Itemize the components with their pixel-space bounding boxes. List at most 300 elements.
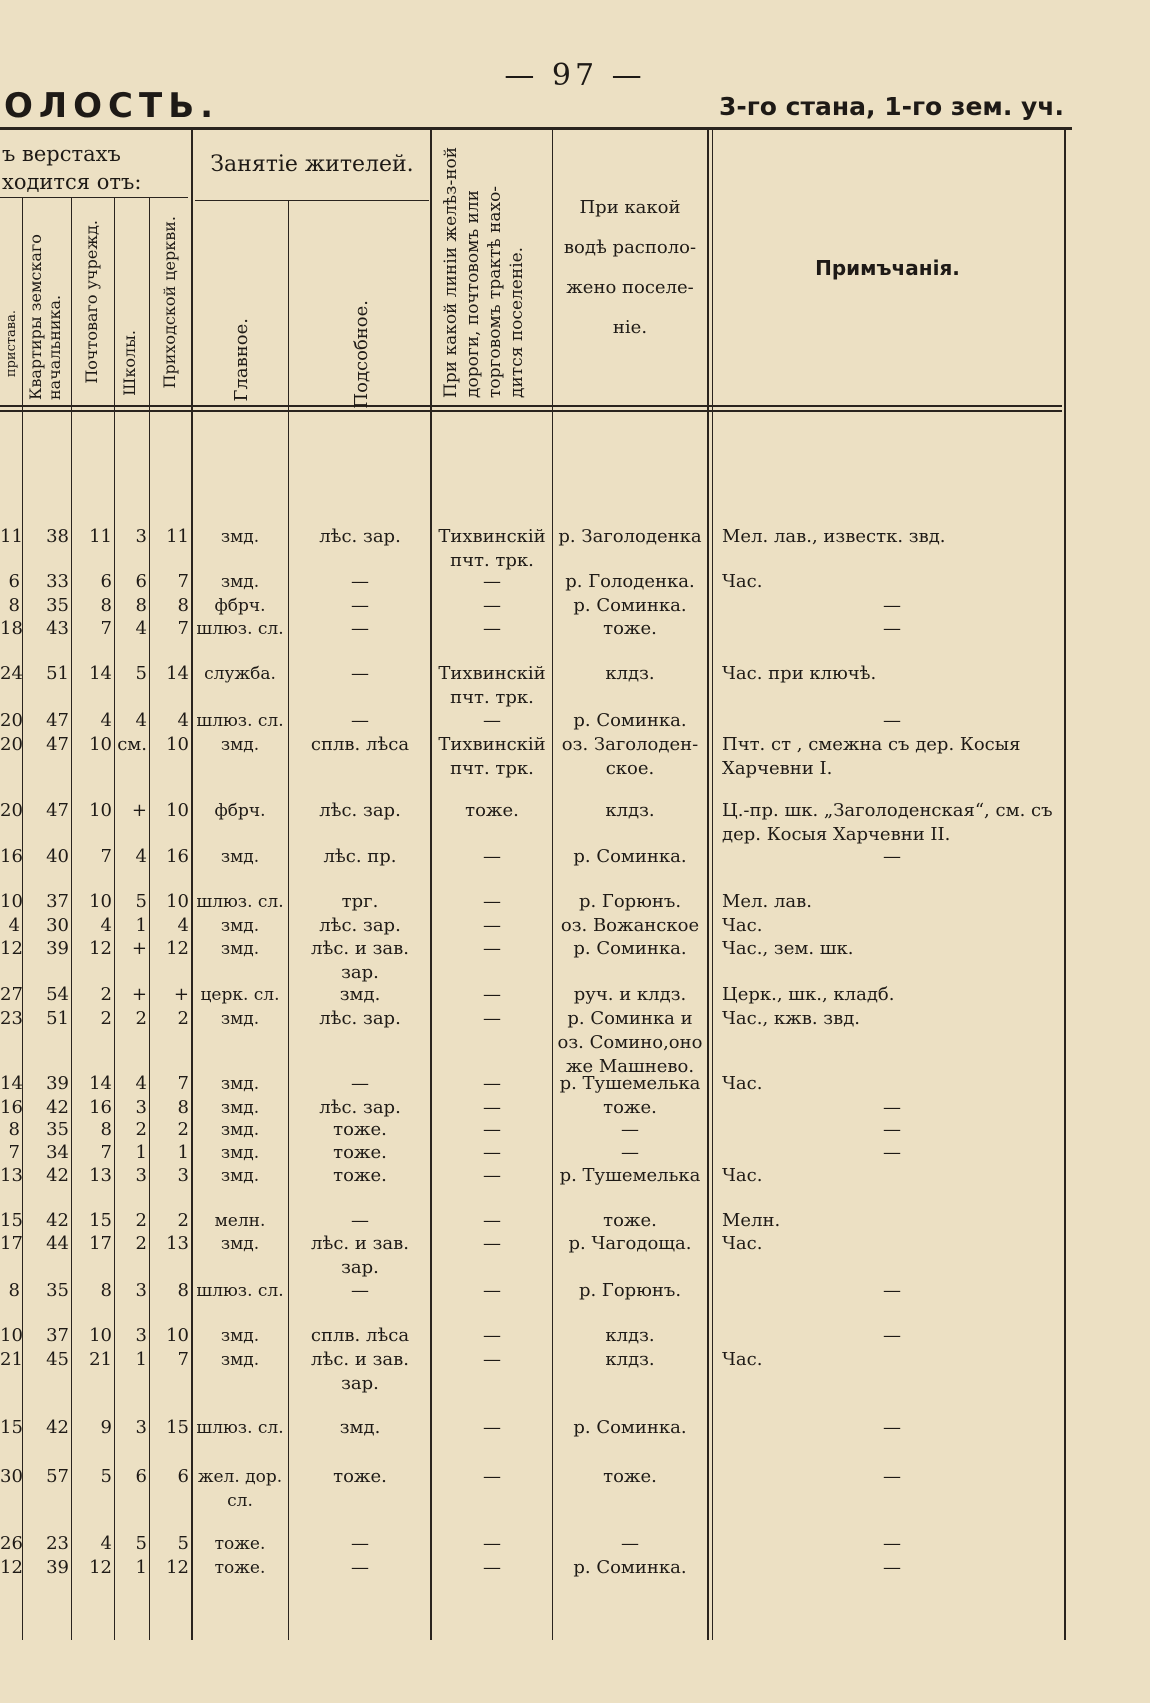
cell-church: 8	[177, 1097, 189, 1118]
cell-main-occupation: змд.	[220, 1143, 260, 1163]
cell-note: Час.	[722, 915, 763, 936]
col-header-main: Главное.	[231, 318, 252, 402]
cell-main-occupation: шлюз. сл.	[196, 892, 284, 912]
cell-post: 21	[89, 1349, 112, 1370]
table-row	[0, 914, 1090, 938]
cell-aux-occupation: тоже.	[333, 1165, 387, 1186]
table-row	[0, 983, 1090, 1007]
cell-post: 10	[89, 891, 112, 912]
cell-note: —	[883, 1097, 901, 1118]
col-header-road: При какой линіи желѣз-ной дороги, почтовомъ или торговомъ трактѣ нахо-дится поселеніе.	[441, 146, 527, 398]
cell-main-occupation: змд.	[220, 847, 260, 867]
cell-water: —	[621, 1119, 639, 1140]
cell-aux-occupation: лѣс. зар.	[319, 1008, 401, 1029]
cell-church: 10	[166, 891, 189, 912]
cell-stan: 21	[0, 1349, 23, 1370]
cell-main-occupation: тоже.	[214, 1558, 266, 1578]
cell-main-occupation: жел. дор. сл.	[197, 1467, 283, 1511]
cell-school: 4	[135, 710, 147, 731]
cell-school: 3	[135, 1165, 147, 1186]
cell-post: 4	[100, 915, 112, 936]
cell-road: —	[483, 1466, 501, 1487]
cell-note: Час.	[722, 1349, 763, 1370]
cell-zemsky: 51	[46, 663, 69, 684]
cell-main-occupation: шлюз. сл.	[196, 1281, 284, 1301]
col-rule	[191, 130, 193, 1640]
table-row	[0, 662, 1090, 708]
cell-post: 10	[89, 734, 112, 755]
cell-post: 16	[89, 1097, 112, 1118]
cell-church: 4	[177, 710, 189, 731]
cell-zemsky: 57	[46, 1466, 69, 1487]
cell-road: —	[483, 984, 501, 1005]
cell-road: —	[483, 1073, 501, 1094]
cell-post: 14	[89, 1073, 112, 1094]
cell-note: —	[883, 1142, 901, 1163]
cell-road: —	[483, 1233, 501, 1254]
cell-zemsky: 34	[46, 1142, 69, 1163]
cell-zemsky: 35	[46, 595, 69, 616]
cell-aux-occupation: трг.	[341, 891, 379, 912]
table-row	[0, 709, 1090, 733]
cell-water: р. Соминка.	[573, 1417, 687, 1438]
cell-post: 15	[89, 1210, 112, 1231]
cell-main-occupation: фбрч.	[214, 801, 266, 821]
cell-water: тоже.	[603, 1097, 657, 1118]
cell-road: —	[483, 1119, 501, 1140]
cell-aux-occupation: лѣс. зар.	[319, 1097, 401, 1118]
cell-zemsky: 35	[46, 1280, 69, 1301]
cell-water: р. Соминка.	[573, 595, 687, 616]
cell-post: 10	[89, 800, 112, 821]
cell-church: 2	[177, 1119, 189, 1140]
cell-note: Ц.-пр. шк. „Заголоденская“, см. съ дер. Косыя Харчевни II.	[722, 800, 1053, 845]
cell-zemsky: 47	[46, 800, 69, 821]
cell-main-occupation: змд.	[220, 1234, 260, 1254]
cell-aux-occupation: лѣс. зар.	[319, 915, 401, 936]
cell-water: оз. Вожанское	[560, 915, 700, 936]
volost-heading: ОЛОСТЬ.	[4, 86, 220, 126]
cell-school: 3	[135, 1417, 147, 1438]
cell-main-occupation: змд.	[220, 572, 260, 592]
cell-note: Мел. лав., известк. звд.	[722, 526, 946, 547]
header-bottom-rule	[0, 405, 1062, 407]
cell-school: см.	[117, 734, 147, 755]
cell-aux-occupation: —	[351, 1210, 369, 1231]
cell-post: 14	[89, 663, 112, 684]
cell-water: р. Тушемелька	[559, 1073, 701, 1094]
cell-note: Час.	[722, 1165, 763, 1186]
cell-church: +	[173, 984, 189, 1005]
cell-main-occupation: шлюз. сл.	[196, 711, 284, 731]
cell-post: 10	[89, 1325, 112, 1346]
table-row	[0, 594, 1090, 618]
cell-aux-occupation: —	[351, 663, 369, 684]
cell-note: Церк., шк., кладб.	[722, 984, 895, 1005]
cell-zemsky: 39	[46, 1557, 69, 1578]
cell-zemsky: 38	[46, 526, 69, 547]
cell-school: 3	[135, 526, 147, 547]
table-row	[0, 1324, 1090, 1348]
cell-school: 6	[135, 571, 147, 592]
cell-stan: 20	[0, 800, 23, 821]
col-header-post: Почтоваго учрежд.	[82, 220, 101, 384]
cell-post: 8	[100, 1280, 112, 1301]
cell-stan: 8	[8, 595, 20, 616]
cell-road: —	[483, 915, 501, 936]
cell-school: 5	[135, 891, 147, 912]
cell-school: 3	[135, 1280, 147, 1301]
cell-stan: 24	[0, 663, 23, 684]
cell-post: 4	[100, 1533, 112, 1554]
cell-water: клдз.	[605, 663, 655, 684]
cell-church: 12	[166, 938, 189, 959]
distance-group-header: ъ верстахъ ходится отъ:	[2, 142, 142, 194]
cell-school: 1	[135, 1557, 147, 1578]
table-row	[0, 1348, 1090, 1394]
cell-zemsky: 23	[46, 1533, 69, 1554]
cell-church: 5	[177, 1533, 189, 1554]
cell-church: 7	[177, 1349, 189, 1370]
cell-school: 1	[135, 1349, 147, 1370]
cell-church: 15	[166, 1417, 189, 1438]
cell-school: 8	[135, 595, 147, 616]
cell-stan: 17	[0, 1233, 23, 1254]
cell-note: Час. при ключѣ.	[722, 663, 877, 684]
cell-post: 13	[89, 1165, 112, 1186]
table-row	[0, 525, 1090, 571]
cell-water: р. Соминка.	[573, 1557, 687, 1578]
cell-aux-occupation: лѣс. зар.	[319, 526, 401, 547]
cell-stan: 26	[0, 1533, 23, 1554]
cell-main-occupation: фбрч.	[214, 596, 266, 616]
cell-school: +	[131, 984, 147, 1005]
cell-road: —	[483, 1008, 501, 1029]
cell-stan: 8	[8, 1280, 20, 1301]
cell-post: 7	[100, 1142, 112, 1163]
cell-water: р. Соминка.	[573, 938, 687, 959]
cell-road: —	[483, 846, 501, 867]
cell-aux-occupation: —	[351, 1073, 369, 1094]
cell-note: Час., зем. шк.	[722, 938, 854, 959]
cell-church: 1	[177, 1142, 189, 1163]
table-row	[0, 799, 1090, 845]
cell-zemsky: 30	[46, 915, 69, 936]
cell-stan: 15	[0, 1210, 23, 1231]
cell-school: 1	[135, 915, 147, 936]
cell-zemsky: 44	[46, 1233, 69, 1254]
header-bottom-rule-2	[0, 410, 1062, 412]
cell-road: тоже.	[465, 800, 519, 821]
cell-aux-occupation: тоже.	[333, 1466, 387, 1487]
cell-zemsky: 35	[46, 1119, 69, 1140]
cell-note: Час.	[722, 571, 763, 592]
cell-main-occupation: змд.	[220, 1326, 260, 1346]
col-rule	[430, 130, 432, 1640]
table-row	[0, 1556, 1090, 1580]
col-header-aux: Подсобное.	[351, 300, 372, 409]
cell-note: Мел. лав.	[722, 891, 812, 912]
cell-water: оз. Заголоден-ское.	[561, 734, 699, 779]
cell-stan: 13	[0, 1165, 23, 1186]
cell-church: 10	[166, 800, 189, 821]
table-row	[0, 890, 1090, 914]
cell-road: Тихвинскій пчт. трк.	[438, 734, 546, 779]
cell-note: Час.	[722, 1073, 763, 1094]
cell-school: 3	[135, 1325, 147, 1346]
cell-church: 13	[166, 1233, 189, 1254]
cell-school: 2	[135, 1008, 147, 1029]
cell-main-occupation: змд.	[220, 1166, 260, 1186]
cell-road: —	[483, 1097, 501, 1118]
cell-water: клдз.	[605, 800, 655, 821]
cell-aux-occupation: лѣс. и зав. зар.	[311, 938, 409, 983]
cell-water: тоже.	[603, 1210, 657, 1231]
cell-post: 7	[100, 846, 112, 867]
col-rule	[552, 130, 553, 1640]
cell-note: —	[883, 1280, 901, 1301]
cell-main-occupation: змд.	[220, 527, 260, 547]
cell-zemsky: 42	[46, 1165, 69, 1186]
cell-post: 5	[100, 1466, 112, 1487]
cell-main-occupation: змд.	[220, 735, 260, 755]
cell-stan: 12	[0, 1557, 23, 1578]
cell-main-occupation: мелн.	[214, 1211, 266, 1231]
cell-school: 6	[135, 1466, 147, 1487]
cell-water: р. Голоденка.	[565, 571, 695, 592]
cell-stan: 14	[0, 1073, 23, 1094]
cell-road: —	[483, 1165, 501, 1186]
cell-post: 2	[100, 1008, 112, 1029]
cell-school: 2	[135, 1233, 147, 1254]
cell-main-occupation: змд.	[220, 1120, 260, 1140]
cell-main-occupation: змд.	[220, 1074, 260, 1094]
cell-post: 7	[100, 618, 112, 639]
cell-water: р. Тушемелька	[559, 1165, 701, 1186]
cell-aux-occupation: змд.	[339, 984, 381, 1005]
cell-note: Пчт. ст , смежна съ дер. Косыя Харчевни I.	[722, 734, 1021, 779]
table-row	[0, 1416, 1090, 1440]
cell-road: —	[483, 595, 501, 616]
col-header-zemsky: Квартиры земскаго начальника.	[26, 234, 64, 400]
cell-aux-occupation: тоже.	[333, 1142, 387, 1163]
table-row	[0, 1465, 1090, 1511]
table-row	[0, 1072, 1090, 1096]
cell-aux-occupation: —	[351, 618, 369, 639]
col-header-stan: пристава.	[4, 310, 19, 378]
cell-aux-occupation: —	[351, 710, 369, 731]
cell-post: 6	[100, 571, 112, 592]
cell-road: —	[483, 710, 501, 731]
cell-church: 10	[166, 1325, 189, 1346]
cell-water: р. Соминка.	[573, 846, 687, 867]
cell-water: р. Заголоденка	[558, 526, 702, 547]
cell-zemsky: 51	[46, 1008, 69, 1029]
cell-aux-occupation: лѣс. и зав. зар.	[311, 1349, 409, 1394]
cell-road: —	[483, 1417, 501, 1438]
cell-school: 2	[135, 1210, 147, 1231]
cell-zemsky: 42	[46, 1210, 69, 1231]
cell-church: 2	[177, 1210, 189, 1231]
cell-stan: 4	[8, 915, 20, 936]
table-row	[0, 617, 1090, 641]
subheader-rule-left	[0, 197, 188, 198]
table-row	[0, 1532, 1090, 1556]
cell-stan: 16	[0, 1097, 23, 1118]
subheader-rule-occupation	[195, 200, 429, 201]
cell-post: 11	[89, 526, 112, 547]
cell-aux-occupation: сплв. лѣса	[310, 1325, 410, 1346]
cell-zemsky: 45	[46, 1349, 69, 1370]
cell-road: —	[483, 1280, 501, 1301]
cell-zemsky: 54	[46, 984, 69, 1005]
cell-zemsky: 37	[46, 1325, 69, 1346]
cell-aux-occupation: —	[351, 571, 369, 592]
cell-aux-occupation: —	[351, 1533, 369, 1554]
col-rule	[707, 130, 709, 1640]
cell-stan: 11	[0, 526, 23, 547]
cell-church: 10	[166, 734, 189, 755]
cell-stan: 8	[8, 1119, 20, 1140]
cell-church: 8	[177, 595, 189, 616]
cell-church: 7	[177, 571, 189, 592]
cell-road: —	[483, 571, 501, 592]
cell-stan: 23	[0, 1008, 23, 1029]
col-header-water: При какой водѣ располо-жено поселе-ніе.	[563, 197, 697, 338]
cell-note: Мелн.	[722, 1210, 781, 1231]
stan-heading: 3-го стана, 1-го зем. уч.	[718, 92, 1064, 121]
cell-zemsky: 42	[46, 1417, 69, 1438]
cell-post: 17	[89, 1233, 112, 1254]
cell-aux-occupation: лѣс. пр.	[323, 846, 397, 867]
top-rule	[0, 127, 1072, 130]
cell-school: 5	[135, 663, 147, 684]
cell-note: —	[883, 846, 901, 867]
cell-road: —	[483, 1142, 501, 1163]
cell-post: 12	[89, 1557, 112, 1578]
col-rule	[712, 130, 713, 1640]
table-row	[0, 1232, 1090, 1278]
col-rule	[1064, 130, 1066, 1640]
col-header-school: Школы.	[120, 330, 139, 396]
cell-main-occupation: шлюз. сл.	[196, 1418, 284, 1438]
cell-stan: 30	[0, 1466, 23, 1487]
cell-water: р. Соминка.	[573, 710, 687, 731]
cell-stan: 18	[0, 618, 23, 639]
cell-school: 1	[135, 1142, 147, 1163]
cell-aux-occupation: сплв. лѣса	[310, 734, 410, 755]
cell-school: +	[131, 938, 147, 959]
cell-note: —	[883, 1119, 901, 1140]
cell-stan: 7	[8, 1142, 20, 1163]
cell-water: —	[621, 1142, 639, 1163]
cell-school: 4	[135, 618, 147, 639]
cell-aux-occupation: лѣс. и зав. зар.	[311, 1233, 409, 1278]
cell-water: тоже.	[603, 618, 657, 639]
occupation-group-header: Занятіе жителей.	[210, 152, 414, 177]
cell-note: —	[883, 1325, 901, 1346]
cell-stan: 15	[0, 1417, 23, 1438]
table-row	[0, 1279, 1090, 1303]
cell-water: —	[621, 1533, 639, 1554]
cell-road: —	[483, 1533, 501, 1554]
cell-school: 5	[135, 1533, 147, 1554]
cell-water: р. Соминка и оз. Сомино,оно же Машнево.	[557, 1008, 703, 1077]
table-row	[0, 733, 1090, 779]
cell-note: —	[883, 1466, 901, 1487]
cell-church: 6	[177, 1466, 189, 1487]
table-row	[0, 1096, 1090, 1120]
cell-note: —	[883, 1557, 901, 1578]
col-header-church: Приходской церкви.	[160, 216, 179, 389]
cell-note: —	[883, 618, 901, 639]
cell-zemsky: 47	[46, 710, 69, 731]
table-row	[0, 1007, 1090, 1077]
col-header-notes: Примъчанія.	[815, 256, 960, 280]
table-row	[0, 1141, 1090, 1165]
table-row	[0, 1118, 1090, 1142]
cell-road: —	[483, 1325, 501, 1346]
cell-main-occupation: шлюз. сл.	[196, 619, 284, 639]
cell-water: руч. и клдз.	[573, 984, 687, 1005]
cell-main-occupation: церк. сл.	[200, 985, 280, 1005]
cell-water: тоже.	[603, 1466, 657, 1487]
cell-note: —	[883, 1417, 901, 1438]
cell-aux-occupation: тоже.	[333, 1119, 387, 1140]
table-row	[0, 1209, 1090, 1233]
cell-school: 4	[135, 846, 147, 867]
cell-road: —	[483, 618, 501, 639]
cell-stan: 16	[0, 846, 23, 867]
cell-church: 12	[166, 1557, 189, 1578]
cell-water: р. Горюнъ.	[578, 891, 682, 912]
cell-church: 7	[177, 1073, 189, 1094]
cell-note: —	[883, 1533, 901, 1554]
page-number: — 97 —	[504, 58, 646, 93]
cell-main-occupation: служба.	[204, 664, 276, 684]
cell-road: —	[483, 891, 501, 912]
cell-stan: 27	[0, 984, 23, 1005]
cell-church: 11	[166, 526, 189, 547]
cell-road: —	[483, 1557, 501, 1578]
cell-aux-occupation: змд.	[339, 1417, 381, 1438]
cell-stan: 10	[0, 891, 23, 912]
cell-church: 14	[166, 663, 189, 684]
cell-main-occupation: змд.	[220, 1098, 260, 1118]
cell-stan: 20	[0, 734, 23, 755]
cell-zemsky: 37	[46, 891, 69, 912]
cell-zemsky: 43	[46, 618, 69, 639]
cell-post: 9	[100, 1417, 112, 1438]
cell-aux-occupation: —	[351, 1557, 369, 1578]
cell-stan: 20	[0, 710, 23, 731]
cell-road: —	[483, 938, 501, 959]
cell-stan: 12	[0, 938, 23, 959]
cell-zemsky: 33	[46, 571, 69, 592]
cell-main-occupation: тоже.	[214, 1534, 266, 1554]
cell-zemsky: 39	[46, 1073, 69, 1094]
cell-post: 4	[100, 710, 112, 731]
table-row	[0, 937, 1090, 983]
cell-church: 16	[166, 846, 189, 867]
cell-note: Час.	[722, 1233, 763, 1254]
table-row	[0, 1164, 1090, 1188]
cell-church: 7	[177, 618, 189, 639]
cell-road: —	[483, 1210, 501, 1231]
cell-school: 4	[135, 1073, 147, 1094]
cell-road: Тихвинскій пчт. трк.	[438, 663, 546, 708]
cell-post: 2	[100, 984, 112, 1005]
